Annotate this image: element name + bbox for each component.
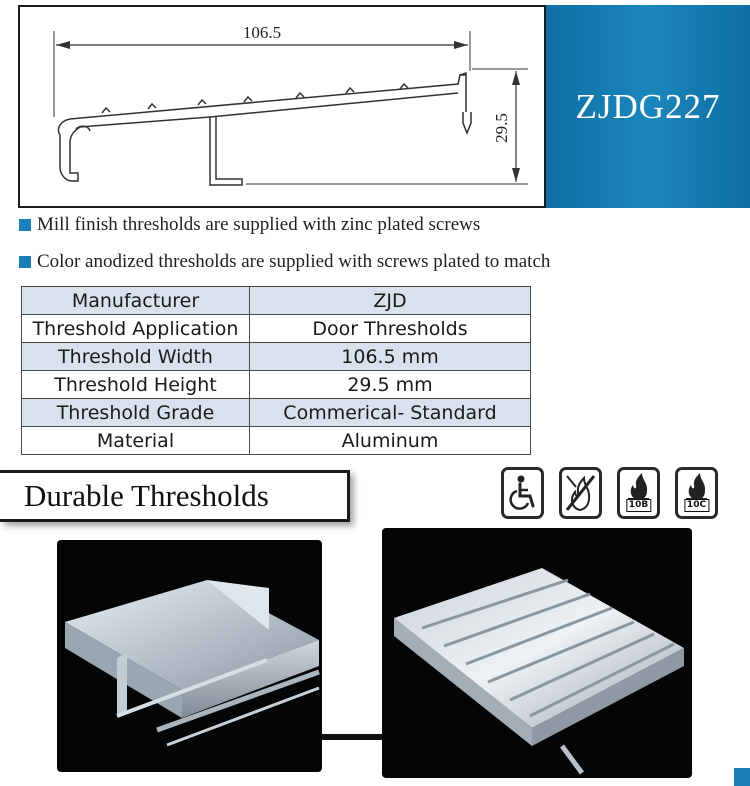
spec-label: Threshold Width <box>22 343 250 371</box>
height-arrow-top <box>512 71 520 85</box>
note-text: Color anodized thresholds are supplied with screws plated to match <box>37 251 551 272</box>
product-photo-top <box>382 528 692 778</box>
spec-value: Commerical- Standard <box>250 399 531 427</box>
product-photo-front <box>57 540 322 772</box>
model-panel <box>546 5 750 208</box>
spec-value: 29.5 mm <box>250 371 531 399</box>
table-row <box>22 343 531 371</box>
width-arrow-left <box>56 41 70 49</box>
fire-rating-10c-icon <box>675 467 718 519</box>
profile-drawing <box>18 5 546 208</box>
width-dimension-label: 106.5 <box>242 23 282 42</box>
height-arrow-bottom <box>512 168 520 182</box>
spec-value: Aluminum <box>250 427 531 455</box>
spec-label: Material <box>22 427 250 455</box>
model-code: ZJDG227 <box>575 86 721 126</box>
table-row <box>22 371 531 399</box>
table-row <box>22 315 531 343</box>
table-row <box>22 427 531 455</box>
profile-drawing-svg <box>20 7 544 206</box>
note-color-anodized <box>19 251 550 273</box>
table-row <box>22 287 531 315</box>
fire-rating-10b-icon <box>617 467 660 519</box>
spec-value: 106.5 mm <box>250 343 531 371</box>
bullet-square-icon <box>19 256 31 268</box>
spec-label: Manufacturer <box>22 287 250 315</box>
fire-rating-badge: 10B <box>626 499 651 512</box>
threshold-photo-illustration <box>57 540 322 772</box>
spec-value: Door Thresholds <box>250 315 531 343</box>
section-title: Durable Thresholds <box>24 478 269 513</box>
section-header <box>0 470 350 522</box>
no-fire-icon <box>559 467 602 519</box>
threshold-photo-illustration <box>382 528 692 778</box>
spec-label: Threshold Application <box>22 315 250 343</box>
corner-accent <box>734 768 750 786</box>
certification-icons <box>501 467 718 519</box>
threshold-profile <box>58 73 471 185</box>
spec-label: Threshold Grade <box>22 399 250 427</box>
spec-value: ZJD <box>250 287 531 315</box>
width-arrow-right <box>454 41 468 49</box>
note-mill-finish <box>19 214 480 236</box>
spec-table <box>21 286 531 455</box>
note-text: Mill finish thresholds are supplied with zinc plated screws <box>37 214 481 235</box>
fire-rating-badge: 10C <box>684 499 709 512</box>
photo-connector <box>322 734 382 740</box>
spec-label: Threshold Height <box>22 371 250 399</box>
wheelchair-accessible-icon <box>501 467 544 519</box>
height-dimension-label: 29.5 <box>492 113 511 143</box>
table-row <box>22 399 531 427</box>
bullet-square-icon <box>19 219 31 231</box>
